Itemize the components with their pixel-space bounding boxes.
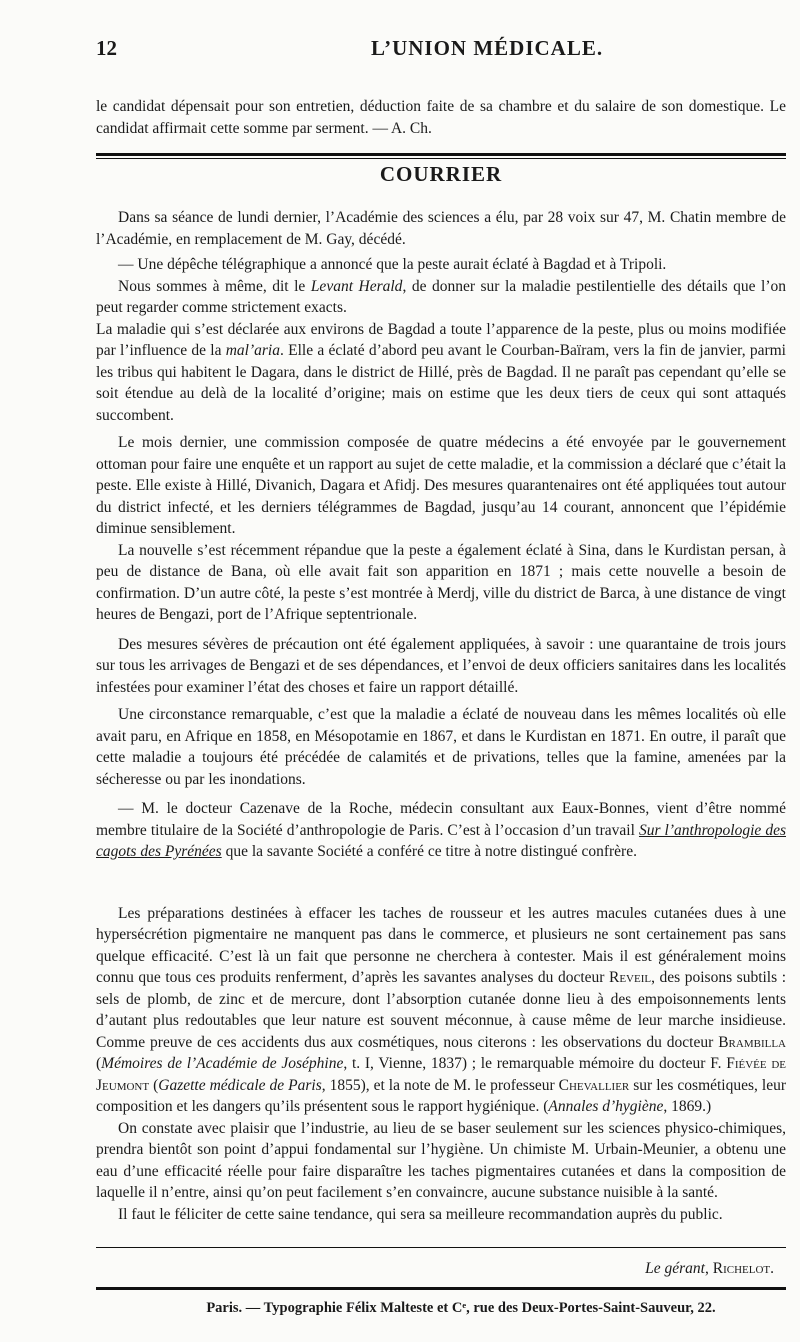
work-title: Sur l’anthropologie des cagots des Pyrénées — [96, 821, 786, 860]
carryover-paragraph: le candidat dépensait pour son entretien, déduction faite de sa chambre et du salaire de son domestique. Le candidat affirmait cette somme par serment. — A. Ch. — [96, 98, 786, 137]
author-name: Reveil — [609, 969, 652, 986]
section-title-courrier: COURRIER — [379, 162, 503, 186]
formulaire-paragraph: On constate avec plaisir que l’industrie, au lieu de se baser seulement sur les sciences physico-chimiques, prendra bientôt son point d’appui fondamental sur l’hygiène. Un chimiste M. Urbain-Meunier, a obtenu une eau d’une efficacité réelle pour faire disparaître les taches pigmentaires cutanées et dans la composition de laquelle il n’entre, ainsi qu’on peut facilement s’en convaincre, aucune substance nuisible à la santé. — [96, 1119, 786, 1201]
courrier-paragraph: La nouvelle s’est récemment répandue que la peste a également éclaté à Sina, dans le Kurdistan persan, à peu de distance de Bana, où elle avait fait son apparition en 1871 ; mais cette nouvelle a besoin de confirmation. D’un autre côté, la peste s’est montrée à Merdj, ville du district de Barca, à une distance de vingt heures de Bengazi, port de l’Afrique septentrionale. — [96, 541, 786, 623]
journal-title: Levant Herald — [310, 277, 403, 295]
formulaire-paragraph: Il faut le féliciter de cette saine tendance, qui sera sa meilleure recommandation auprès du public. — [118, 1205, 723, 1223]
courrier-paragraph: — M. le docteur Cazenave de la Roche, médecin consultant aux Eaux-Bonnes, vient d’être nommé membre titulaire de la Société d’anthropologie de Paris. C’est à l’occasion d’un travail Sur l’anthropologie des cagots des Pyrénées que la savante Société a conféré ce titre à notre distingué confrère. — [96, 800, 786, 860]
courrier-paragraph: — Une dépêche télégraphique a annoncé que la peste aurait éclaté à Bagdad et à Tripoli. — [118, 256, 667, 273]
author-name: Brambilla — [718, 1033, 786, 1051]
courrier-paragraph: Une circonstance remarquable, c’est que la maladie a éclaté de nouveau dans les mêmes localités où elle avait paru, en Afrique en 1858, en Mésopotamie en 1867, et dans le Kurdistan en 1871. En outre, il paraît que cette maladie a toujours été précédée de calamités et de privations, telles que la famine, amenées par la sécheresse ou par les inondations. — [96, 706, 786, 788]
courrier-paragraph: Des mesures sévères de précaution ont été également appliquées, à savoir : une quarantaine de trois jours sur tous les arrivages de Bengazi et de ses dépendances, et l’envoi de deux officiers sanitaires dans les localités infestées pour examiner l’état des choses et faire un rapport détaillé. — [96, 635, 786, 696]
author-name: Chevallier — [558, 1076, 630, 1094]
page-number: 12 — [96, 36, 117, 60]
page-header — [96, 28, 786, 62]
printer-imprint: Paris. — Typographie Félix Malteste et Cᵉ, rue des Deux-Portes-Saint-Sauveur, 22. — [206, 1300, 716, 1316]
formulaire-paragraph: Les préparations destinées à effacer les taches de rousseur et les autres macules cutanées dues à une hypersécrétion pigmentaire ne manquent pas dans le commerce, et plusieurs ne sont certainement pas sans quelque efficacité. C’est là un fait que personne ne cherchera à contester. Mais il est généralement moins connu que tous ces produits renferment, d’après les savantes analyses du docteur Reveil, des poisons subtils : sels de plomb, de zinc et de mercure, dont l’absorption cutanée donne lieu à des empoisonnements lents d’autant plus redoutables que leur nature est souvent méconnue, à cause même de leur marche insidieuse. Comme preuve de ces accidents dus aux cosmétiques, nous citerons : les observations du docteur Brambilla (Mémoires de l’Académie de Joséphine, t. I, Vienne, 1837) ; le remarquable mémoire du docteur F. Fiévée de Jeumont (Gazette médicale de Paris, 1855), et la note de M. le professeur Chevallier sur les cosmétiques, leur composition et les dangers qu’ils présentent sous le rapport hygiénique. (Annales d’hygiène, 1869.) — [96, 904, 787, 1115]
author-name: F. Fiévée de Jeumont — [96, 1055, 786, 1094]
running-title: L’UNION MÉDICALE. — [371, 36, 604, 60]
courrier-paragraph: La maladie qui s’est déclarée aux environs de Bagdad a toute l’apparence de la peste, plus ou moins modifiée par l’influence de la mal’aria. Elle a éclaté d’abord peu avant le Courban-Baïram, vers la fin de janvier, parmi les tribus qui habitent le Dagara, dans le district de Hillé, près de Bagdad. Il ne paraît pas cependant qu’elle se soit étendue au delà de la localité d’origine; mais on estime que les deux tiers de ceux qui sont attaqués succombent. — [96, 320, 786, 424]
courrier-paragraph: Le mois dernier, une commission composée de quatre médecins a été envoyée par le gouvernement ottoman pour faire une enquête et un rapport au sujet de cette maladie, et la commission a déclaré que c’était la peste. Elle existe à Hillé, Divanich, Dagara et Afidj. Des mesures quarantenaires ont été appliquées tout autour du district infecté, et les derniers télégrammes de Bagdad, jusqu’au 14 courant, annoncent que l’épidémie diminue sensiblement. — [96, 434, 786, 537]
gerant-signature: Le gérant, Richelot. — [645, 1260, 774, 1277]
courrier-paragraph: Nous sommes à même, dit le Levant Herald, de donner sur la maladie pestilentielle des détails que l’on peut regarder comme strictement exacts. — [96, 277, 786, 316]
courrier-paragraph: Dans sa séance de lundi dernier, l’Académie des sciences a élu, par 28 voix sur 47, M. Chatin membre de l’Académie, en remplacement de M. Gay, décédé. — [96, 209, 786, 248]
